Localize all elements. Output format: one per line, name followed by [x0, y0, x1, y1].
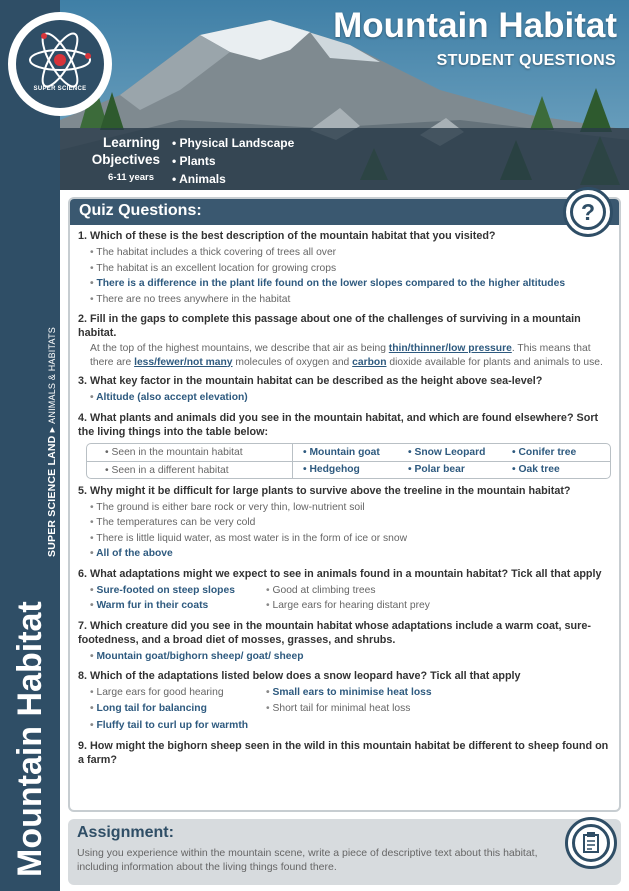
objective-item: • Physical Landscape	[172, 134, 294, 152]
question-8-options	[90, 683, 615, 716]
option-column	[90, 583, 266, 614]
sort-table	[86, 443, 611, 479]
passage-answer: less/fewer/not many	[134, 356, 233, 368]
option-answer: • Small ears to minimise heat loss	[266, 685, 432, 701]
atom-icon	[16, 20, 104, 108]
age-range: 6-11 years	[108, 172, 154, 183]
question-9: 9. How might the bighorn sheep seen in the wild in this mountain habitat be different to sheep found on a farm?	[78, 739, 609, 766]
question-2: 2. Fill in the gaps to complete this passage about one of the challenges of surviving in a mountain habitat.	[78, 313, 581, 339]
option: • Short tail for minimal heat loss	[266, 701, 432, 717]
option-column	[90, 685, 266, 716]
side-title-area	[4, 287, 56, 877]
breadcrumb-section: SUPER SCIENCE LAND	[46, 435, 58, 557]
assignment-text: Using you experience within the mountain scene, write a piece of descriptive text about this habitat, including information about the living things found there.	[77, 847, 538, 873]
table-cell: • Polar bear	[408, 464, 465, 475]
clipboard-icon	[565, 817, 617, 869]
question-1-options	[90, 245, 615, 307]
breadcrumb-topic: ANIMALS & HABITATS	[47, 327, 57, 424]
question-8-extra	[90, 718, 615, 734]
header-banner	[60, 0, 629, 190]
page-subtitle: STUDENT QUESTIONS	[436, 52, 616, 69]
quiz-heading: Quiz Questions:	[79, 202, 202, 219]
table-cell: • Mountain goat	[303, 446, 380, 458]
option-answer: • Fluffy tail to curl up for warmth	[90, 718, 615, 734]
passage-answer: thin/thinner/low pressure	[388, 343, 512, 354]
table-cell: • Hedgehog	[303, 464, 360, 475]
question-2-passage	[90, 342, 615, 369]
option: • There are no trees anywhere in the habitat	[90, 292, 615, 308]
assignment-panel	[68, 819, 621, 885]
option-answer: • Warm fur in their coats	[90, 598, 266, 614]
question-5: 5. Why might it be difficult for large plants to survive above the treeline in the mountain habitat?	[78, 484, 571, 497]
passage-text: dioxide available for plants and animals to use.	[386, 356, 603, 368]
passage-text: . This means that there are	[90, 343, 591, 368]
assignment-heading: Assignment:	[77, 824, 174, 841]
table-cell: • Oak tree	[512, 464, 560, 475]
table-cell: • Conifer tree	[512, 446, 577, 458]
question-5-options	[90, 500, 615, 562]
side-breadcrumb	[46, 327, 58, 557]
question-7: 7. Which creature did you see in the mountain habitat whose adaptations include a warm coat, sure-footedness, and a broad diet of mosses, grasses, and shrubs.	[78, 619, 591, 646]
side-title: Mountain Habitat	[11, 601, 49, 877]
table-row-label: • Seen in a different habitat	[87, 462, 293, 478]
quiz-body	[78, 229, 615, 767]
super-science-logo	[8, 12, 112, 116]
logo-text: SUPER SCIENCE	[33, 86, 87, 92]
option-answer: • Altitude (also accept elevation)	[90, 390, 615, 406]
quiz-panel	[68, 197, 621, 812]
passage-text: At the top of the highest mountains, we describe that air as being	[90, 343, 389, 354]
option-answer: • There is a difference in the plant life found on the lower slopes compared to the higher altitudes	[90, 276, 615, 292]
option-answer: • Mountain goat/bighorn sheep/ goat/ sheep	[90, 649, 615, 665]
quiz-header	[70, 199, 619, 225]
page-title: Mountain Habitat	[333, 6, 617, 45]
learning-objectives	[60, 128, 629, 190]
objectives-list	[172, 134, 294, 188]
question-7-answer	[90, 649, 615, 665]
question-icon: ?	[563, 187, 613, 237]
option-column	[266, 583, 430, 614]
option: • The habitat is an excellent location for growing crops	[90, 261, 615, 277]
table-row	[87, 444, 610, 461]
breadcrumb-separator-icon: ▸	[46, 426, 58, 433]
question-3: 3. What key factor in the mountain habitat can be described as the height above sea-level?	[78, 375, 543, 387]
option: • The temperatures can be very cold	[90, 515, 615, 531]
question-8: 8. Which of the adaptations listed below does a snow leopard have? Tick all that apply	[78, 670, 521, 682]
question-6: 6. What adaptations might we expect to see in animals found in a mountain habitat? Tick all that apply	[78, 567, 602, 580]
table-row	[87, 461, 610, 478]
question-6-options	[90, 581, 615, 614]
table-cell: • Snow Leopard	[408, 446, 486, 458]
option-column	[266, 685, 432, 716]
question-1: 1. Which of these is the best description of the mountain habitat that you visited?	[78, 230, 496, 242]
question-3-answer	[90, 390, 615, 406]
option-answer: • Long tail for balancing	[90, 701, 266, 717]
option-answer: • All of the above	[90, 546, 615, 562]
objective-item: • Plants	[172, 152, 294, 170]
question-4: 4. What plants and animals did you see in the mountain habitat, and which are found elsewhere? Sort the living things into the table below:	[78, 411, 599, 438]
option-answer: • Sure-footed on steep slopes	[90, 583, 266, 599]
passage-text: molecules of oxygen and	[232, 356, 353, 368]
table-row-label: • Seen in the mountain habitat	[87, 444, 293, 461]
option: • Large ears for hearing distant prey	[266, 598, 430, 614]
passage-answer: carbon	[352, 356, 387, 368]
option: • The ground is either bare rock or very thin, low-nutrient soil	[90, 500, 615, 516]
option: • The habitat includes a thick covering of trees all over	[90, 245, 615, 261]
option: • There is little liquid water, as most water is in the form of ice or snow	[90, 531, 615, 547]
option: • Large ears for good hearing	[90, 685, 266, 701]
option: • Good at climbing trees	[266, 583, 430, 599]
objectives-label: Learning Objectives	[91, 135, 160, 167]
objective-item: • Animals	[172, 170, 294, 188]
